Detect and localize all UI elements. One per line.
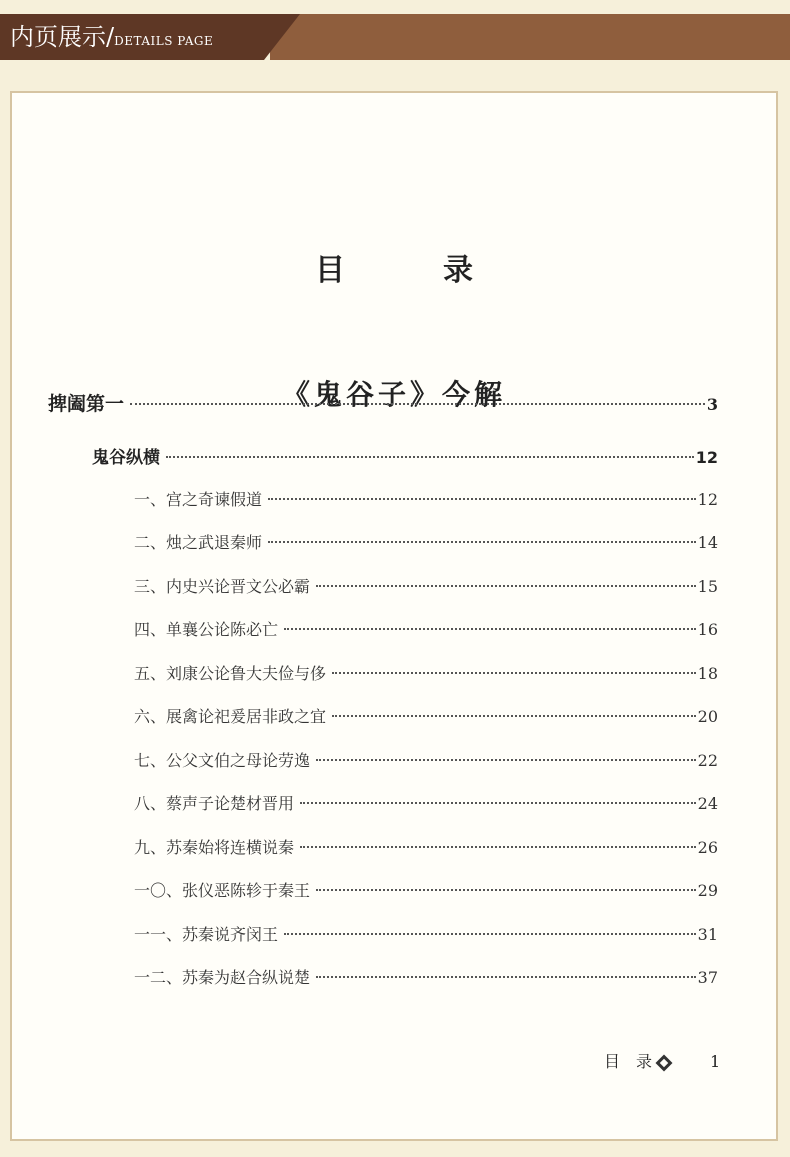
toc-entry-page: 24: [697, 794, 718, 813]
toc-entry-label: 四、单襄公论陈必亡: [134, 620, 279, 639]
toc-entry-page: 29: [697, 881, 718, 900]
toc-leader-dots: [284, 628, 696, 630]
toc-entry-page: 3: [706, 395, 718, 414]
toc-leader-dots: [284, 933, 696, 935]
toc-entry: [134, 922, 718, 945]
toc-entry-page: 22: [697, 751, 718, 770]
toc-leader-dots: [316, 889, 696, 891]
toc-entry-label: 六、展禽论祀爰居非政之宜: [134, 707, 327, 726]
toc-entry-label: 七、公父文伯之母论劳逸: [134, 751, 311, 770]
toc-leader-dots: [316, 759, 696, 761]
toc-entry-label: 一一、苏秦说齐闵王: [134, 925, 279, 944]
toc-entry-section: [92, 443, 718, 468]
toc-entry-page: 16: [697, 620, 718, 639]
toc-leader-dots: [332, 715, 696, 717]
toc-leader-dots: [130, 403, 705, 405]
header-banner: [0, 14, 790, 60]
book-page: [10, 91, 778, 1141]
toc-entry-label: 一二、苏秦为赵合纵说楚: [134, 968, 311, 987]
book-title: 《鬼谷子》今解: [281, 378, 506, 411]
toc-entry-page: 26: [697, 838, 718, 857]
toc-entry: [134, 791, 718, 814]
toc-entry-page: 20: [697, 707, 718, 726]
banner-title: [10, 20, 213, 58]
toc-entry-label: 八、蔡声子论楚材晋用: [134, 794, 295, 813]
banner-title-text: 内页展示/: [10, 23, 115, 51]
toc-entry-page: 14: [697, 533, 718, 552]
page-number: 1: [710, 1052, 721, 1071]
toc-entry: [134, 835, 718, 858]
banner-bar: [270, 14, 790, 60]
page-title: 目 录: [315, 253, 507, 288]
toc-entry-page: 37: [697, 968, 718, 987]
toc-entry-label: 一〇、张仪恶陈轸于秦王: [134, 881, 311, 900]
toc-entry: [134, 965, 718, 988]
toc-leader-dots: [300, 802, 696, 804]
toc-entry-label: 三、内史兴论晋文公必霸: [134, 577, 311, 596]
toc-leader-dots: [300, 846, 696, 848]
toc-entry-label: 鬼谷纵横: [92, 448, 160, 468]
toc-entry: [134, 487, 718, 510]
toc-leader-dots: [316, 585, 696, 587]
toc-leader-dots: [332, 672, 696, 674]
toc-leader-dots: [268, 541, 696, 543]
toc-entry: [134, 574, 718, 597]
toc-entry-chapter: [48, 389, 718, 416]
toc-entry-page: 18: [697, 664, 718, 683]
toc-entry-label: 捭阖第一: [48, 393, 125, 415]
toc-entry-label: 九、苏秦始将连横说秦: [134, 838, 295, 857]
toc-entry: [134, 530, 718, 553]
page-footer: [604, 1049, 720, 1072]
footer-label: 目 录: [604, 1052, 653, 1071]
toc-entry-label: 二、烛之武退秦师: [134, 533, 263, 552]
toc-entry: [134, 617, 718, 640]
toc-leader-dots: [316, 976, 696, 978]
toc-entry: [134, 878, 718, 901]
toc-entry-label: 五、刘康公论鲁大夫俭与侈: [134, 664, 327, 683]
toc-entry: [134, 661, 718, 684]
toc-leader-dots: [268, 498, 696, 500]
toc-entry-page: 15: [697, 577, 718, 596]
toc-entry-label: 一、宫之奇谏假道: [134, 490, 263, 509]
toc-entry-page: 12: [697, 490, 718, 509]
diamond-ornament-icon: [656, 1054, 673, 1071]
toc-entry: [134, 704, 718, 727]
toc-entry-page: 12: [695, 448, 718, 467]
toc-leader-dots: [166, 456, 694, 458]
banner-subtitle: DETAILS PAGE: [114, 34, 214, 48]
toc-entry: [134, 748, 718, 771]
toc-entry-page: 31: [697, 925, 718, 944]
